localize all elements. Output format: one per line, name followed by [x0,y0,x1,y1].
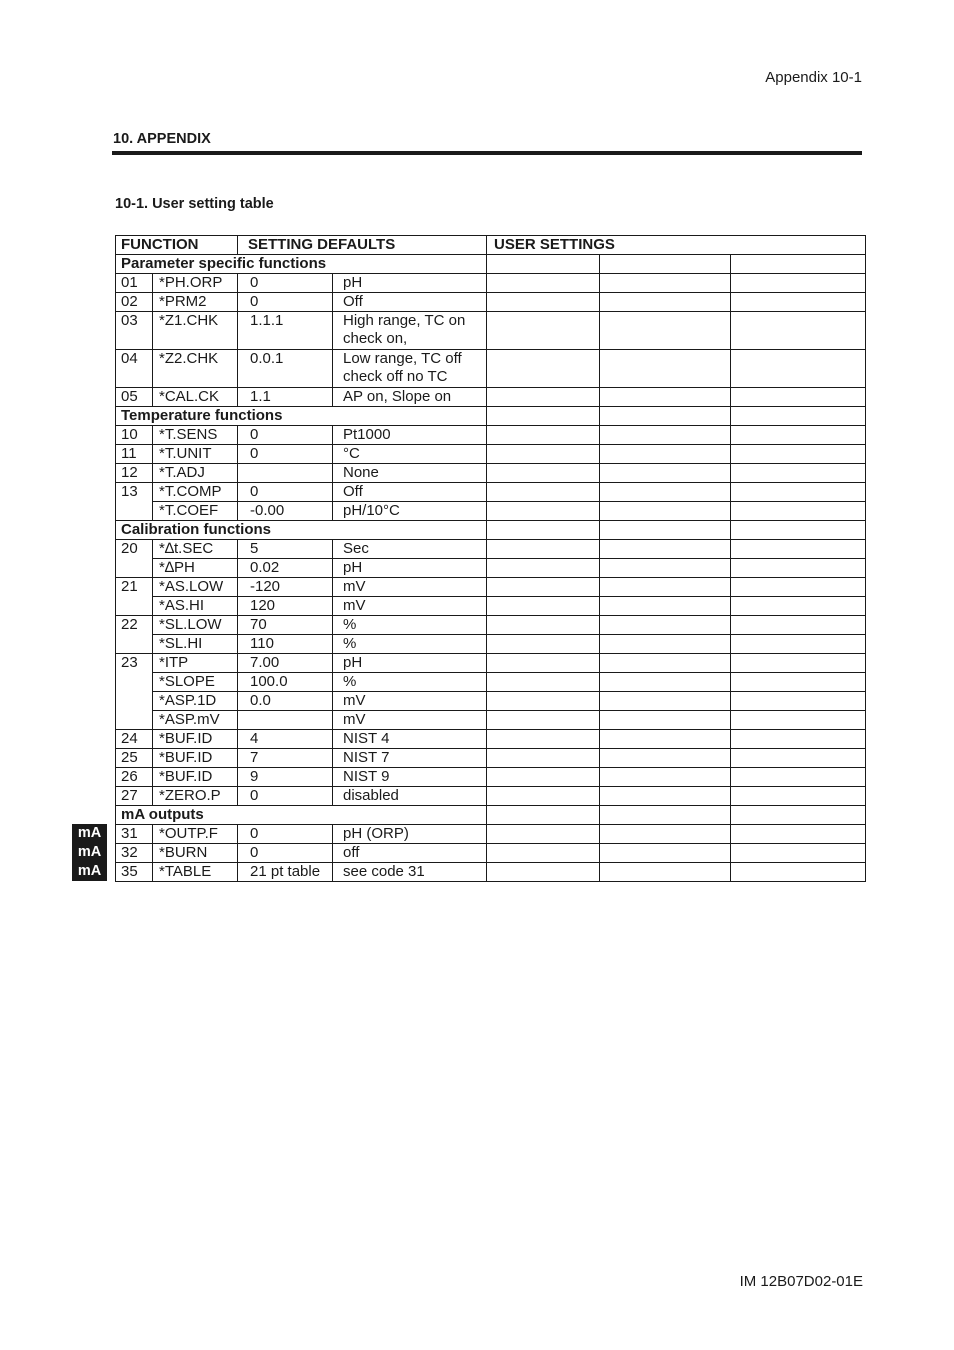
function-name: *AS.LOW [153,578,238,597]
user-setting-cell[interactable] [487,673,600,692]
user-setting-cell[interactable] [600,426,731,445]
function-code: 11 [116,445,153,464]
user-setting-cell [487,407,600,426]
function-name: *SL.HI [153,635,238,654]
ma-tab: mA [72,843,107,862]
table-header-row [116,236,866,255]
section-row [116,521,866,540]
default-value: 0 [238,293,333,312]
user-setting-cell [600,407,731,426]
table-row [116,426,866,445]
user-setting-cell[interactable] [487,749,600,768]
user-setting-cell[interactable] [600,483,731,502]
section-row [116,255,866,274]
function-name: *T.COEF [153,502,238,521]
default-value: -0.00 [238,502,333,521]
user-setting-cell[interactable] [731,787,866,806]
user-setting-cell[interactable] [731,692,866,711]
default-description: High range, TC on check on, [333,312,487,350]
user-setting-cell[interactable] [731,388,866,407]
user-setting-cell[interactable] [600,768,731,787]
user-setting-cell[interactable] [731,863,866,882]
function-code: 13 [116,483,153,521]
section-row [116,806,866,825]
table-row [116,730,866,749]
user-setting-cell[interactable] [487,863,600,882]
user-setting-cell[interactable] [600,730,731,749]
user-setting-cell[interactable] [487,844,600,863]
default-description: % [333,673,487,692]
table-row [116,844,866,863]
user-setting-cell[interactable] [731,578,866,597]
section-heading: Calibration functions [116,521,487,540]
user-setting-cell[interactable] [487,312,600,350]
user-setting-cell[interactable] [600,635,731,654]
default-description: mV [333,692,487,711]
function-code: 24 [116,730,153,749]
user-setting-cell[interactable] [731,464,866,483]
section-heading: Temperature functions [116,407,487,426]
user-setting-cell [731,806,866,825]
default-description: pH [333,274,487,293]
default-value: 5 [238,540,333,559]
table-row [116,312,866,350]
default-description: pH (ORP) [333,825,487,844]
function-code: 26 [116,768,153,787]
default-value [238,711,333,730]
user-setting-cell[interactable] [487,692,600,711]
user-setting-cell[interactable] [487,502,600,521]
default-description: mV [333,597,487,616]
table-row [116,749,866,768]
table-row [116,692,866,711]
user-setting-cell[interactable] [731,502,866,521]
user-setting-cell[interactable] [731,312,866,350]
default-value: 0 [238,825,333,844]
function-name: *AS.HI [153,597,238,616]
user-setting-cell[interactable] [487,559,600,578]
document-code: IM 12B07D02-01E [739,1273,863,1290]
table-row [116,388,866,407]
user-setting-cell[interactable] [487,730,600,749]
function-name: *PRM2 [153,293,238,312]
function-name: *BUF.ID [153,749,238,768]
default-description: NIST 9 [333,768,487,787]
user-setting-cell[interactable] [600,464,731,483]
function-code: 35 [116,863,153,882]
header-user-settings: USER SETTINGS [487,236,866,255]
default-value: 7.00 [238,654,333,673]
user-setting-cell[interactable] [731,350,866,388]
default-description: Low range, TC off check off no TC [333,350,487,388]
user-setting-cell[interactable] [600,787,731,806]
user-setting-cell[interactable] [487,350,600,388]
default-description: None [333,464,487,483]
user-setting-cell[interactable] [600,388,731,407]
user-setting-cell[interactable] [600,711,731,730]
table-row [116,464,866,483]
user-setting-cell[interactable] [731,673,866,692]
table-row [116,635,866,654]
function-name: *T.COMP [153,483,238,502]
default-description: Pt1000 [333,426,487,445]
user-setting-cell[interactable] [600,312,731,350]
table-row [116,350,866,388]
user-setting-cell[interactable] [487,426,600,445]
table-row [116,673,866,692]
user-setting-cell[interactable] [487,654,600,673]
table-row [116,787,866,806]
default-value: -120 [238,578,333,597]
function-name: *BUF.ID [153,768,238,787]
function-code: 12 [116,464,153,483]
user-setting-cell[interactable] [487,787,600,806]
section-title: 10-1. User setting table [115,196,274,212]
user-setting-cell[interactable] [600,597,731,616]
user-setting-cell[interactable] [600,863,731,882]
function-name: *T.SENS [153,426,238,445]
default-value: 0.02 [238,559,333,578]
table-row [116,540,866,559]
user-setting-cell[interactable] [731,768,866,787]
default-description: NIST 4 [333,730,487,749]
default-description: disabled [333,787,487,806]
table-row [116,445,866,464]
user-setting-cell[interactable] [487,483,600,502]
user-setting-cell[interactable] [731,616,866,635]
default-description: AP on, Slope on [333,388,487,407]
chapter-rule [112,151,862,155]
table-row [116,768,866,787]
function-code: 03 [116,312,153,350]
table-body [116,236,866,882]
user-setting-cell[interactable] [731,635,866,654]
function-code: 22 [116,616,153,654]
user-setting-cell[interactable] [731,293,866,312]
user-setting-cell [487,255,600,274]
user-setting-cell [487,806,600,825]
user-setting-cell[interactable] [731,540,866,559]
default-description: °C [333,445,487,464]
function-name: *Z2.CHK [153,350,238,388]
user-setting-cell[interactable] [487,825,600,844]
default-value: 0.0 [238,692,333,711]
user-setting-cell [600,521,731,540]
user-setting-cell[interactable] [731,274,866,293]
user-setting-cell[interactable] [600,502,731,521]
default-description: NIST 7 [333,749,487,768]
user-setting-cell[interactable] [600,825,731,844]
table-row [116,597,866,616]
user-setting-cell[interactable] [731,426,866,445]
user-setting-cell[interactable] [487,768,600,787]
default-description: see code 31 [333,863,487,882]
user-setting-cell[interactable] [731,825,866,844]
default-value: 9 [238,768,333,787]
default-value: 100.0 [238,673,333,692]
table-row [116,274,866,293]
user-setting-cell[interactable] [731,844,866,863]
user-setting-cell [600,806,731,825]
function-name: *TABLE [153,863,238,882]
function-code: 01 [116,274,153,293]
user-setting-cell[interactable] [487,616,600,635]
function-name: *T.ADJ [153,464,238,483]
user-setting-cell[interactable] [600,616,731,635]
user-setting-cell[interactable] [731,559,866,578]
function-name: *T.UNIT [153,445,238,464]
user-setting-cell[interactable] [731,445,866,464]
user-setting-cell [487,521,600,540]
user-setting-cell[interactable] [487,464,600,483]
table-row [116,863,866,882]
default-description: % [333,616,487,635]
user-setting-cell [600,255,731,274]
section-heading: mA outputs [116,806,487,825]
user-setting-cell[interactable] [487,274,600,293]
function-code: 05 [116,388,153,407]
running-head: Appendix 10-1 [765,69,862,86]
function-name: *CAL.CK [153,388,238,407]
header-function: FUNCTION [116,236,238,255]
chapter-title: 10. APPENDIX [113,131,211,147]
function-code: 27 [116,787,153,806]
ma-tab: mA [72,862,107,881]
user-setting-cell[interactable] [600,578,731,597]
table-row [116,654,866,673]
function-name: *ASP.mV [153,711,238,730]
user-setting-cell[interactable] [600,559,731,578]
user-setting-cell[interactable] [731,483,866,502]
user-setting-cell[interactable] [600,350,731,388]
default-value: 21 pt table [238,863,333,882]
user-setting-cell[interactable] [731,597,866,616]
default-description: pH [333,654,487,673]
table-row [116,825,866,844]
default-value: 0 [238,483,333,502]
user-setting-cell[interactable] [731,749,866,768]
function-code: 21 [116,578,153,616]
function-code: 10 [116,426,153,445]
function-name: *SLOPE [153,673,238,692]
table-row [116,578,866,597]
default-value: 120 [238,597,333,616]
user-setting-cell[interactable] [731,711,866,730]
header-setting-defaults: SETTING DEFAULTS [238,236,487,255]
function-code: 20 [116,540,153,578]
default-value: 70 [238,616,333,635]
user-setting-cell[interactable] [487,293,600,312]
default-value: 0 [238,274,333,293]
section-heading: Parameter specific functions [116,255,487,274]
user-setting-cell[interactable] [600,274,731,293]
default-description: off [333,844,487,863]
user-setting-cell[interactable] [487,711,600,730]
user-setting-cell [731,521,866,540]
default-description: Off [333,293,487,312]
function-name: *BUF.ID [153,730,238,749]
default-description: pH/10°C [333,502,487,521]
user-setting-cell[interactable] [487,578,600,597]
default-description: mV [333,578,487,597]
function-code: 23 [116,654,153,730]
function-name: *PH.ORP [153,274,238,293]
section-row [116,407,866,426]
default-description: pH [333,559,487,578]
table-row [116,502,866,521]
user-setting-cell[interactable] [487,597,600,616]
user-setting-cell[interactable] [487,388,600,407]
default-description: % [333,635,487,654]
default-value [238,464,333,483]
default-value: 110 [238,635,333,654]
default-description: mV [333,711,487,730]
user-setting-cell[interactable] [487,540,600,559]
function-name: *Z1.CHK [153,312,238,350]
function-code: 04 [116,350,153,388]
user-setting-cell[interactable] [600,749,731,768]
ma-tab: mA [72,824,107,843]
default-description: Sec [333,540,487,559]
user-setting-cell[interactable] [487,445,600,464]
default-value: 0 [238,445,333,464]
function-name: *ASP.1D [153,692,238,711]
user-setting-cell[interactable] [600,654,731,673]
table-row [116,483,866,502]
user-setting-cell [731,407,866,426]
function-code: 32 [116,844,153,863]
function-name: *SL.LOW [153,616,238,635]
function-name: *BURN [153,844,238,863]
user-setting-cell[interactable] [731,730,866,749]
user-setting-cell[interactable] [600,692,731,711]
function-code: 31 [116,825,153,844]
default-value: 0.0.1 [238,350,333,388]
default-value: 0 [238,787,333,806]
default-value: 1.1.1 [238,312,333,350]
user-setting-cell[interactable] [600,844,731,863]
function-name: *ITP [153,654,238,673]
user-setting-cell [731,255,866,274]
table-row [116,616,866,635]
user-setting-table [115,235,866,882]
function-code: 02 [116,293,153,312]
default-value: 4 [238,730,333,749]
user-setting-cell[interactable] [600,540,731,559]
table-row [116,293,866,312]
default-value: 0 [238,844,333,863]
user-setting-cell[interactable] [600,445,731,464]
default-value: 7 [238,749,333,768]
function-name: *∆t.SEC [153,540,238,559]
function-code: 25 [116,749,153,768]
user-setting-cell[interactable] [600,293,731,312]
function-name: *ZERO.P [153,787,238,806]
function-name: *OUTP.F [153,825,238,844]
user-setting-cell[interactable] [487,635,600,654]
function-name: *∆PH [153,559,238,578]
user-setting-cell[interactable] [600,673,731,692]
default-description: Off [333,483,487,502]
user-setting-cell[interactable] [731,654,866,673]
table-row [116,559,866,578]
default-value: 0 [238,426,333,445]
default-value: 1.1 [238,388,333,407]
table-row [116,711,866,730]
